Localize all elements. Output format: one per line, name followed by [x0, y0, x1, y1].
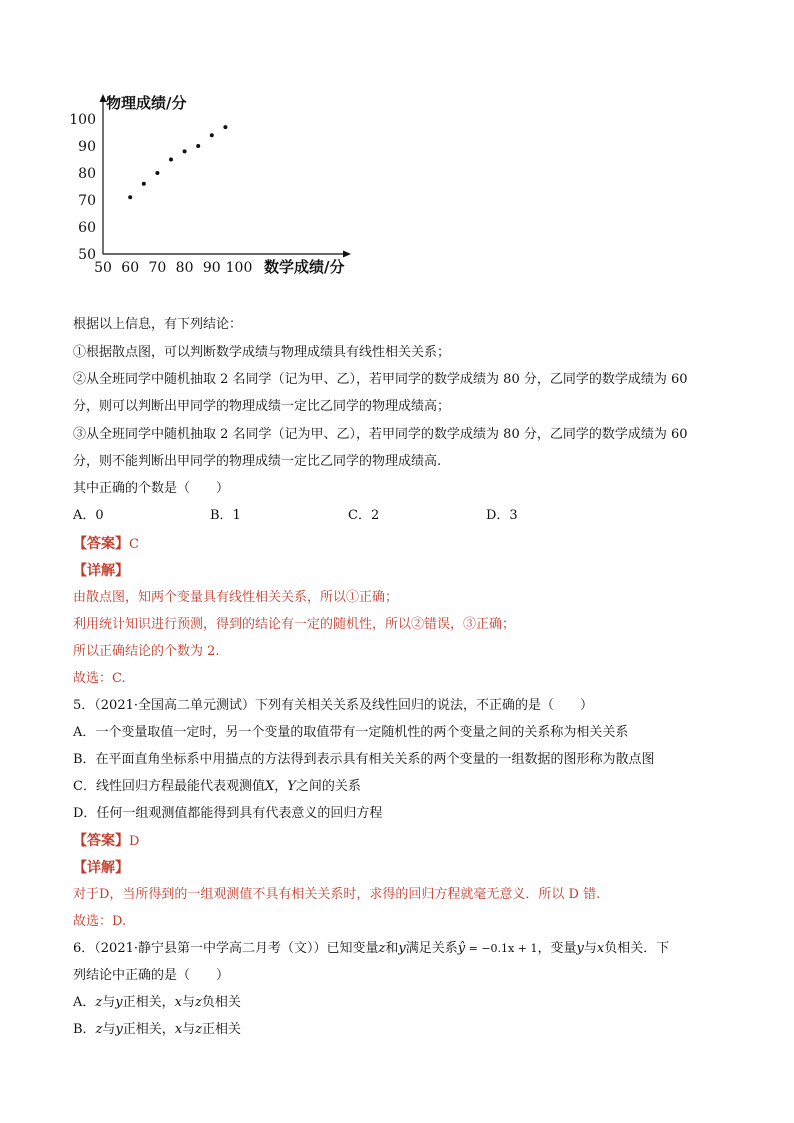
q4-detail-4: 故选：C.: [73, 671, 126, 686]
var-z: z: [378, 941, 386, 956]
x-tick-label: 50: [94, 260, 112, 276]
x-tick-label: 80: [175, 260, 194, 276]
q6-option-b: [73, 1021, 241, 1039]
var-z: z: [195, 1022, 203, 1037]
x-axis-label: 数学成绩/分: [264, 258, 345, 276]
y-tick-label: 60: [78, 220, 96, 236]
var-x: x: [596, 941, 605, 956]
equation-rhs: = −0.1x + 1: [465, 942, 538, 955]
q6-b-t4: 正相关: [202, 1022, 242, 1037]
data-point: [128, 195, 132, 199]
q4-conclusion-3-line-1: ③从全班同学中随机抽取 2 名同学（记为甲、乙），若甲同学的数学成绩为 80 分，乙同学的数学成绩为 60: [73, 427, 688, 442]
q6-relation-text: 满足关系: [405, 941, 458, 956]
q4-conclusion-2-line-2: 分，则可以判断出甲同学的物理成绩一定比乙同学的物理成绩高；: [73, 399, 451, 414]
x-tick-label: 70: [148, 260, 167, 276]
q4-option-a: A．0: [73, 508, 104, 523]
var-z: z: [195, 995, 202, 1010]
q6-b-t1: 与: [102, 1022, 116, 1037]
q4-detail-3: 所以正确结论的个数为 2.: [73, 644, 220, 659]
q5-option-a: A．一个变量取值一定时，另一个变量的取值带有一定随机性的两个变量之间的关系称为相关关系: [73, 725, 629, 740]
q6-a-t2: 正相关，: [122, 995, 175, 1010]
q6-and: 和: [385, 941, 399, 956]
var-y: Y: [287, 779, 296, 794]
q5-option-b: B．在平面直角坐标系中用描点的方法得到表示具有相关关系的两个变量的一组数据的图形称为散点图: [73, 752, 655, 767]
q5-answer-value: D: [129, 834, 140, 849]
q6-a-t4: 负相关: [201, 995, 241, 1010]
q4-detail-label: [73, 562, 129, 581]
data-point: [169, 158, 173, 162]
tick-labels: [69, 112, 252, 276]
y-tick-label: 50: [78, 247, 96, 263]
q4-conclusion-1: ①根据散点图，可以判断数学成绩与物理成绩具有线性相关关系；: [73, 345, 451, 360]
q4-conclusion-2-line-1: ②从全班同学中随机抽取 2 名同学（记为甲、乙），若甲同学的数学成绩为 80 分，乙同学的数学成绩为 60: [73, 372, 688, 387]
q4-options: [73, 507, 713, 525]
q5-option-c: [73, 778, 361, 796]
q4-question: 其中正确的个数是（ ）: [73, 481, 230, 496]
q5-detail-2: 故选：D.: [73, 914, 127, 929]
q6-b-t3: 与: [182, 1022, 196, 1037]
q5-answer-label: 【答案】: [73, 833, 129, 849]
q5-option-d: D．任何一组观测值都能得到具有代表意义的回归方程: [73, 806, 383, 821]
x-tick-label: 100: [225, 260, 253, 276]
var-z: z: [95, 995, 103, 1010]
q4-intro: 根据以上信息，有下列结论：: [73, 317, 243, 332]
q6-option-a: [73, 994, 241, 1012]
q5-option-c-text: C．线性回归方程最能代表观测值: [73, 779, 265, 794]
q4-answer: [73, 535, 139, 554]
data-point: [196, 144, 200, 148]
q4-detail-label-text: 【详解】: [73, 563, 129, 579]
q6-a-t3: 与: [181, 995, 195, 1010]
q6-stem-tail: 负相关．下: [604, 941, 670, 956]
q5-detail-label: [73, 859, 129, 878]
separator: ，: [274, 779, 288, 794]
q6-stem-line-2: 列结论中正确的是（ ）: [73, 968, 230, 983]
data-points: [128, 125, 227, 199]
var-x: x: [174, 995, 182, 1010]
q4-option-d: D．3: [486, 508, 518, 523]
q5-detail-1: 对于D，当所得到的一组观测值不具有相关关系时，求得的回归方程就毫无意义．所以 D 错.: [73, 887, 601, 902]
q5-option-c-tail: 之间的关系: [295, 779, 361, 794]
q4-answer-value: C: [129, 537, 139, 552]
var-y: y: [576, 941, 584, 956]
y-tick-label: 70: [78, 193, 96, 209]
q6-a-t1: 与: [102, 995, 116, 1010]
q4-detail-1: 由散点图，知两个变量具有线性相关关系，所以①正确；: [73, 590, 399, 605]
q5-answer: [73, 832, 139, 851]
data-point: [155, 171, 159, 175]
y-tick-label: 90: [78, 139, 96, 155]
q6-option-b-letter: B．: [73, 1022, 96, 1037]
q6-stem-mid: ，变量: [537, 941, 577, 956]
scatter-plot: [62, 86, 372, 281]
y-axis-label: 物理成绩/分: [106, 94, 187, 112]
q4-conclusion-3-line-2: 分，则不能判断出甲同学的物理成绩一定比乙同学的物理成绩高.: [73, 454, 442, 469]
q6-b-t2: 正相关，: [122, 1022, 175, 1037]
data-point: [183, 149, 187, 153]
data-point: [223, 125, 227, 129]
var-x: x: [174, 1022, 183, 1037]
q6-option-a-letter: A．: [73, 995, 96, 1010]
x-axis-arrow: [343, 251, 351, 258]
var-y: y: [115, 995, 123, 1010]
q6-stem-line-1: [73, 940, 669, 958]
axes: [100, 94, 352, 258]
y-tick-label: 80: [78, 166, 96, 182]
q6-stem-text: 6．（2021·静宁县第一中学高二月考（文））已知变量: [73, 941, 379, 956]
x-tick-label: 60: [121, 260, 140, 276]
equation-lhs: ŷ: [457, 941, 466, 956]
y-tick-label: 100: [69, 112, 96, 128]
data-point: [142, 182, 146, 186]
q5-stem: 5．（2021·全国高二单元测试）下列有关相关关系及线性回归的说法，不正确的是（ ）: [73, 698, 593, 713]
var-y: y: [398, 941, 406, 956]
q5-detail-label-text: 【详解】: [73, 860, 129, 876]
var-z: z: [95, 1022, 103, 1037]
var-x: X: [264, 779, 275, 794]
var-y: y: [115, 1022, 123, 1037]
q4-detail-2: 利用统计知识进行预测，得到的结论有一定的随机性，所以②错误，③正确；: [73, 617, 516, 632]
x-tick-label: 90: [202, 260, 221, 276]
data-point: [210, 133, 214, 137]
q6-with: 与: [583, 941, 597, 956]
q4-option-b: B．1: [210, 508, 241, 523]
q4-answer-label: 【答案】: [73, 536, 129, 552]
q4-option-c: C．2: [348, 508, 380, 523]
